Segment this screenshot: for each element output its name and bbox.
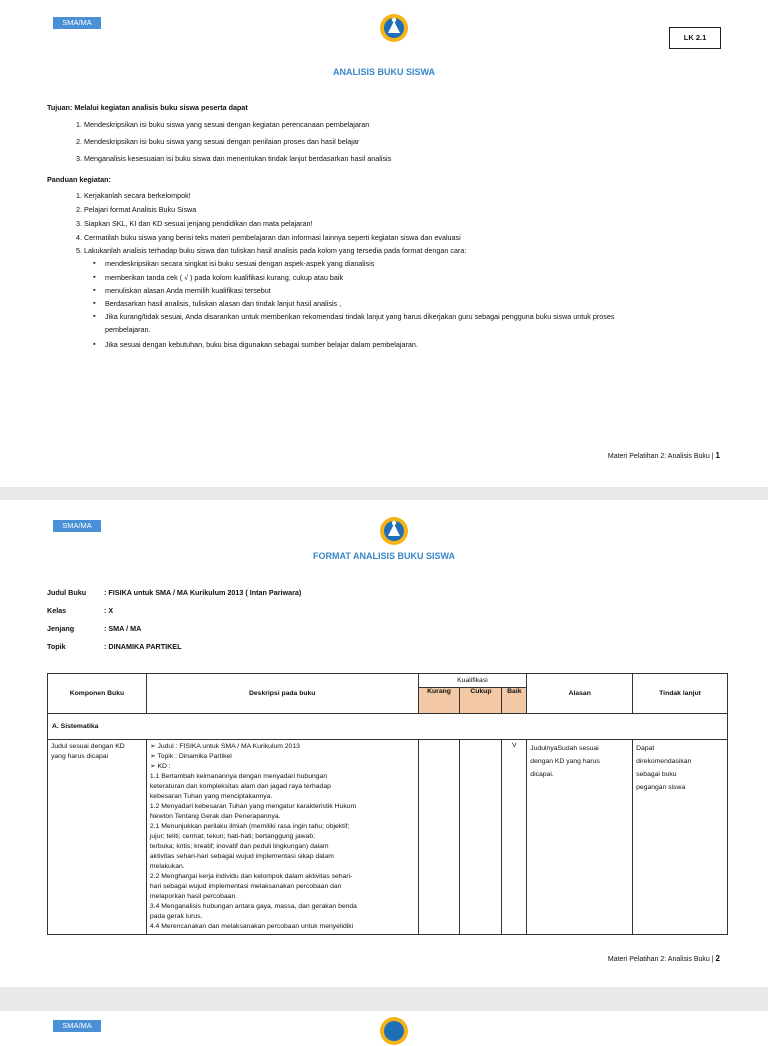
guide-item: 4. Cermatilah buku siswa yang berisi teks materi pembelajaran dan informasi lainnya seperti kegiatan siswa dan evaluasi	[76, 233, 461, 242]
komponen-line: Judul sesuai dengan KD	[51, 743, 125, 750]
header-kurang: Kurang	[418, 688, 460, 714]
tindak-line: direkomendasikan	[636, 758, 692, 765]
desc-line: melakukan.	[149, 863, 185, 870]
field-value: : DINAMIKA PARTIKEL	[104, 642, 182, 651]
desc-line: aktivitas sehari-hari sebagai wujud implementasi sikap dalam	[149, 853, 334, 860]
desc-line: ➢ Topik : Dinamika Partikel	[149, 753, 232, 760]
objective-heading: Tujuan: Melalui kegiatan analisis buku siswa peserta dapat	[47, 103, 248, 112]
guide-heading: Panduan kegiatan:	[47, 175, 111, 184]
header-tindak-lanjut: Tindak lanjut	[633, 674, 728, 714]
field-value: : X	[104, 606, 114, 615]
desc-line: 2.2 Menghargai kerja individu dan kelompok dalam aktivitas sehari-	[149, 873, 353, 880]
ministry-logo-icon	[379, 516, 409, 546]
bullet-item: menuliskan alasan Anda memilih kualifikasi tersebut	[105, 286, 271, 295]
alasan-line: JudulnyaSudah sesuai	[530, 745, 599, 752]
worksheet-code: LK 2.1	[669, 27, 721, 49]
header-baik: Baik	[502, 688, 527, 714]
level-badge: SMA/MA	[53, 520, 101, 532]
objective-item: 2. Mendeskripsikan isi buku siswa yang sesuai dengan penilaian proses dan hasil belajar	[76, 137, 360, 146]
cell-kurang	[418, 740, 460, 935]
guide-item: 5. Lakukanlah analisis terhadap buku siswa dan tuliskan hasil analisis pada kolom yang tersedia pada format dengan cara:	[76, 246, 467, 255]
bullet-item: memberikan tanda cek ( √ ) pada kolom kualifikasi kurang, cukup atau baik	[105, 273, 344, 282]
header-deskripsi: Deskripsi pada buku	[146, 674, 418, 714]
bullet-marker: ▪	[93, 285, 96, 294]
bullet-marker: ▪	[93, 272, 96, 281]
desc-line: 1.2 Menyadari kebesaran Tuhan yang mengatur karakteristik Hukum	[149, 803, 357, 810]
bullet-item: pembelajaran.	[105, 325, 151, 334]
desc-line: ➢ Judul : FISIKA untuk SMA / MA Kurikulum 2013	[149, 743, 300, 750]
desc-line: ➢ KD :	[149, 763, 171, 770]
ministry-logo-icon	[379, 1016, 409, 1046]
level-badge: SMA/MA	[53, 17, 101, 29]
komponen-line: yang harus dicapai	[51, 753, 109, 760]
page-number: 1	[715, 451, 720, 460]
field-value: : SMA / MA	[104, 624, 142, 633]
header-cukup: Cukup	[460, 688, 502, 714]
header-kualifikasi: Kualifikasi	[418, 674, 527, 688]
field-label: Topik	[47, 642, 66, 651]
desc-line: 1.1 Bertambah keimanannya dengan menyadari hubungan	[149, 773, 328, 780]
bullet-marker: ▪	[93, 311, 96, 320]
desc-line: Newton Tentang Gerak dan Penerapannya.	[149, 813, 281, 820]
desc-line: melaporkan hasil percobaan.	[149, 893, 238, 900]
desc-line: keteraturan dan kompleksitas alam dan jagad raya terhadap	[149, 783, 331, 790]
desc-line: pada gerak lurus.	[149, 913, 203, 920]
page-title: FORMAT ANALISIS BUKU SISWA	[313, 551, 455, 561]
page-footer	[608, 954, 720, 963]
page-separator	[0, 987, 768, 1011]
alasan-line: dengan KD yang harus	[530, 758, 600, 765]
bullet-item: Jika kurang/tidak sesuai, Anda disarankan untuk memberikan rekomendasi tindak lanjut yang harus dikerjakan guru sebagai pengguna buku siswa untuk proses	[105, 312, 615, 321]
guide-item: 3. Siapkan SKL, KI dan KD sesuai jenjang pendidikan dan mata pelajaran!	[76, 219, 313, 228]
ministry-logo-icon	[379, 13, 409, 43]
tindak-line: sebagai buku	[636, 771, 677, 778]
desc-line: 3.4 Menganalisis hubungan antara gaya, massa, dan gerakan benda	[149, 903, 357, 910]
page-footer	[608, 451, 720, 460]
page-title: ANALISIS BUKU SISWA	[332, 67, 435, 77]
bullet-marker: ▪	[93, 298, 96, 307]
bullet-item: Jika sesuai dengan kebutuhan, buku bisa digunakan sebagai sumber belajar dalam pembelajaran.	[105, 340, 418, 349]
desc-line: jujur; teliti; cermat; tekun; hati-hati; bertanggung jawab;	[149, 833, 315, 840]
desc-line: 4.4 Merencanakan dan melaksanakan percobaan untuk menyelidiki	[149, 923, 354, 930]
analysis-table	[47, 673, 728, 935]
cell-tindak-lanjut	[633, 740, 728, 935]
desc-line: terbuka; kritis; kreatif; inovatif dan peduli lingkungan) dalam	[149, 843, 329, 850]
bullet-item: Berdasarkan hasil analisis, tuliskan alasan dan tindak lanjut hasil analisis ,	[105, 299, 342, 308]
alasan-line: dicapai.	[530, 771, 554, 778]
field-label: Judul Buku	[47, 588, 87, 597]
footer-text: Materi Pelatihan 2: Analisis Buku |	[607, 956, 714, 963]
header-alasan: Alasan	[527, 674, 633, 714]
section-sistematika: A. Sistematika	[48, 714, 728, 740]
header-komponen: Komponen Buku	[48, 674, 147, 714]
bullet-marker: ▪	[93, 339, 96, 348]
field-value: : FISIKA untuk SMA / MA Kurikulum 2013 ( Intan Pariwara)	[104, 588, 302, 597]
objective-item: 3. Menganalisis kesesuaian isi buku siswa dan menentukan tindak lanjut berdasarkan hasil analisis	[76, 154, 392, 163]
tindak-line: Dapat	[636, 745, 655, 752]
guide-item: 2. Pelajari format Analisis Buku Siswa	[76, 205, 197, 214]
guide-item: 1. Kerjakanlah secara berkelompok!	[76, 191, 191, 200]
cell-deskripsi	[146, 740, 418, 935]
page-1	[0, 0, 768, 487]
cell-komponen	[48, 740, 147, 935]
cell-baik: V	[502, 740, 527, 935]
footer-text: Materi Pelatihan 2: Analisis Buku |	[607, 453, 714, 460]
page-number: 2	[715, 954, 720, 963]
objective-item: 1. Mendeskripsikan isi buku siswa yang sesuai dengan kegiatan perencanaan pembelajaran	[76, 120, 370, 129]
cell-alasan	[527, 740, 633, 935]
bullet-marker: ▪	[93, 258, 96, 267]
desc-line: hari sebagai wujud implementasi melaksanakan percobaan dan	[149, 883, 342, 890]
desc-line: kebesaran Tuhan yang menciptakannya.	[149, 793, 273, 800]
level-badge: SMA/MA	[53, 1020, 101, 1032]
tindak-line: pegangan siswa	[636, 784, 686, 791]
field-label: Kelas	[47, 606, 67, 615]
bullet-item: mendeskripsikan secara singkat isi buku sesuai dengan aspek-aspek yang dianalisis	[105, 259, 375, 268]
page-3	[0, 1011, 768, 1030]
page-2	[0, 500, 768, 987]
desc-line: 2.1 Menunjukkan perilaku ilmiah (memiliki rasa ingin tahu; objektif;	[149, 823, 350, 830]
field-label: Jenjang	[47, 624, 75, 633]
cell-cukup	[460, 740, 502, 935]
